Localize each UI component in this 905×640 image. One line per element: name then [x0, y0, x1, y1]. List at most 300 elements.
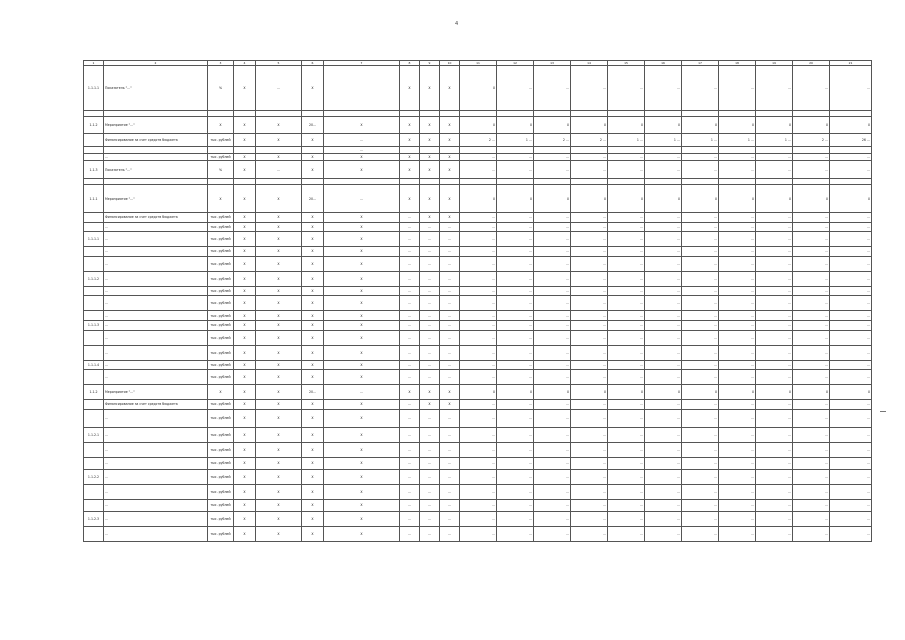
- table-cell: тыс. рублей: [208, 271, 234, 286]
- table-cell: ...: [571, 296, 608, 311]
- table-cell: X: [256, 526, 302, 541]
- table-cell: тыс. рублей: [208, 484, 234, 499]
- table-cell: X: [324, 442, 400, 457]
- table-cell: X: [208, 117, 234, 134]
- row-name-cell: ...: [104, 154, 208, 161]
- table-cell: ...: [534, 409, 571, 427]
- table-cell: X: [256, 296, 302, 311]
- table-cell: X: [234, 213, 256, 223]
- table-cell: X: [302, 409, 324, 427]
- table-cell: ...: [756, 360, 793, 370]
- table-cell: ...: [682, 469, 719, 484]
- table-cell: ...: [420, 232, 440, 247]
- table-cell: ...: [608, 370, 645, 385]
- table-cell: ...: [571, 161, 608, 179]
- table-cell: ...: [420, 345, 440, 360]
- table-cell: ...: [793, 286, 830, 296]
- row-name-cell: [104, 147, 208, 154]
- table-cell: ...: [756, 499, 793, 511]
- row-name-cell: ...: [104, 330, 208, 345]
- table-cell: ...: [460, 311, 497, 321]
- table-cell: X: [302, 457, 324, 469]
- table-cell: X: [256, 117, 302, 134]
- table-cell: ...: [830, 484, 872, 499]
- table-cell: ...: [682, 311, 719, 321]
- table-cell: X: [324, 469, 400, 484]
- table-cell: ...: [534, 484, 571, 499]
- row-number-cell: 1.1.1: [84, 185, 104, 213]
- table-cell: ...: [534, 247, 571, 257]
- table-cell: X: [234, 526, 256, 541]
- header-cell: 6: [302, 61, 324, 66]
- table-cell: X: [234, 370, 256, 385]
- table-cell: ...: [400, 526, 420, 541]
- table-cell: ...: [682, 271, 719, 286]
- table-cell: 1 ...: [756, 134, 793, 147]
- table-cell: ...: [645, 442, 682, 457]
- table-cell: ...: [400, 409, 420, 427]
- table-cell: ...: [534, 213, 571, 223]
- table-cell: ...: [534, 296, 571, 311]
- table-cell: X: [302, 213, 324, 223]
- table-cell: X: [234, 232, 256, 247]
- table-cell: X: [497, 385, 534, 400]
- table-cell: ...: [440, 320, 460, 330]
- table-cell: тыс. рублей: [208, 286, 234, 296]
- header-cell: 20: [793, 61, 830, 66]
- table-cell: ...: [440, 442, 460, 457]
- table-cell: [571, 147, 608, 154]
- table-cell: ...: [645, 286, 682, 296]
- table-cell: X: [256, 484, 302, 499]
- table-cell: ...: [440, 360, 460, 370]
- table-cell: X: [234, 286, 256, 296]
- table-cell: X: [302, 232, 324, 247]
- table-cell: ...: [719, 320, 756, 330]
- table-cell: X: [302, 360, 324, 370]
- table-cell: ...: [719, 286, 756, 296]
- table-cell: ...: [571, 499, 608, 511]
- table-cell: ...: [571, 320, 608, 330]
- table-cell: X: [440, 213, 460, 223]
- table-cell: ...: [793, 330, 830, 345]
- table-cell: ...: [571, 311, 608, 321]
- table-cell: [256, 147, 302, 154]
- table-cell: ...: [534, 442, 571, 457]
- row-number-cell: [84, 400, 104, 410]
- table-cell: [645, 147, 682, 154]
- table-cell: ...: [645, 271, 682, 286]
- table-cell: ...: [756, 161, 793, 179]
- table-cell: X: [420, 66, 440, 111]
- table-cell: X: [420, 385, 440, 400]
- row-number-cell: 1.1.3: [84, 161, 104, 179]
- table-cell: ...: [497, 213, 534, 223]
- table-cell: X: [324, 256, 400, 271]
- table-cell: ...: [756, 330, 793, 345]
- table-cell: ...: [440, 499, 460, 511]
- table-cell: ...: [608, 442, 645, 457]
- table-cell: X: [400, 134, 420, 147]
- table-cell: ...: [420, 286, 440, 296]
- table-cell: ...: [460, 330, 497, 345]
- table-cell: тыс. рублей: [208, 256, 234, 271]
- table-cell: ...: [793, 360, 830, 370]
- table-cell: X: [682, 117, 719, 134]
- table-cell: [793, 147, 830, 154]
- table-cell: X: [302, 370, 324, 385]
- header-cell: 1: [84, 61, 104, 66]
- table-cell: ...: [830, 320, 872, 330]
- table-cell: ...: [571, 271, 608, 286]
- table-cell: ...: [497, 154, 534, 161]
- table-cell: ...: [534, 457, 571, 469]
- table-cell: X: [645, 117, 682, 134]
- table-cell: X: [302, 469, 324, 484]
- table-row: [84, 330, 872, 345]
- table-row: [84, 286, 872, 296]
- table-cell: ...: [719, 400, 756, 410]
- table-cell: X: [256, 385, 302, 400]
- row-number-cell: [84, 330, 104, 345]
- table-cell: %: [208, 161, 234, 179]
- table-cell: ...: [719, 457, 756, 469]
- table-cell: ...: [497, 484, 534, 499]
- table-row: [84, 222, 872, 232]
- table-cell: X: [234, 457, 256, 469]
- table-cell: ...: [793, 469, 830, 484]
- table-cell: ...: [497, 345, 534, 360]
- table-cell: X: [324, 232, 400, 247]
- table-cell: X: [302, 296, 324, 311]
- table-cell: тыс. рублей: [208, 247, 234, 257]
- table-cell: ...: [719, 511, 756, 526]
- table-cell: ...: [756, 400, 793, 410]
- table-cell: X: [460, 185, 497, 213]
- table-cell: ...: [400, 499, 420, 511]
- table-cell: X: [256, 442, 302, 457]
- table-cell: ...: [645, 66, 682, 111]
- table-row: [84, 511, 872, 526]
- table-cell: ...: [682, 484, 719, 499]
- table-cell: ...: [534, 311, 571, 321]
- table-cell: ...: [608, 409, 645, 427]
- table-row: [84, 469, 872, 484]
- table-cell: ...: [420, 247, 440, 257]
- table-cell: [719, 147, 756, 154]
- table-cell: X: [256, 469, 302, 484]
- table-cell: X: [302, 427, 324, 442]
- table-cell: X: [324, 484, 400, 499]
- table-cell: ...: [400, 469, 420, 484]
- table-cell: ...: [497, 400, 534, 410]
- table-cell: X: [645, 185, 682, 213]
- table-cell: ...: [719, 222, 756, 232]
- table-cell: ...: [645, 296, 682, 311]
- table-cell: ...: [719, 154, 756, 161]
- table-row: [84, 499, 872, 511]
- row-name-cell: ...: [104, 311, 208, 321]
- table-cell: X: [571, 117, 608, 134]
- row-name-cell: ...: [104, 442, 208, 457]
- table-cell: ...: [645, 427, 682, 442]
- table-cell: тыс. рублей: [208, 457, 234, 469]
- table-cell: ...: [460, 271, 497, 286]
- row-name-cell: ...: [104, 271, 208, 286]
- table-cell: ...: [645, 222, 682, 232]
- table-cell: ...: [571, 360, 608, 370]
- table-cell: ...: [534, 345, 571, 360]
- table-cell: ...: [497, 66, 534, 111]
- table-cell: ...: [440, 370, 460, 385]
- table-cell: X: [682, 385, 719, 400]
- row-number-cell: [84, 311, 104, 321]
- row-name-cell: ...: [104, 427, 208, 442]
- table-cell: тыс. рублей: [208, 296, 234, 311]
- table-cell: ...: [440, 256, 460, 271]
- table-cell: тыс. рублей: [208, 330, 234, 345]
- table-cell: ...: [793, 499, 830, 511]
- table-cell: ...: [608, 320, 645, 330]
- row-name-cell: ...: [104, 345, 208, 360]
- table-cell: [234, 147, 256, 154]
- table-cell: X: [234, 256, 256, 271]
- table-cell: X: [256, 499, 302, 511]
- table-cell: ...: [719, 161, 756, 179]
- table-cell: X: [302, 66, 324, 111]
- table-cell: ...: [682, 360, 719, 370]
- header-cell: 11: [460, 61, 497, 66]
- table-cell: ...: [571, 222, 608, 232]
- table-cell: X: [256, 409, 302, 427]
- table-cell: X: [756, 185, 793, 213]
- table-cell: ...: [400, 442, 420, 457]
- table-cell: X: [302, 526, 324, 541]
- header-cell: 21: [830, 61, 872, 66]
- table-cell: X: [234, 345, 256, 360]
- table-cell: ...: [534, 511, 571, 526]
- table-cell: X: [234, 311, 256, 321]
- table-cell: X: [234, 117, 256, 134]
- table-cell: тыс. рублей: [208, 232, 234, 247]
- table-cell: ...: [645, 213, 682, 223]
- table-cell: ...: [682, 256, 719, 271]
- table-cell: ...: [571, 154, 608, 161]
- table-cell: ...: [497, 320, 534, 330]
- table-cell: ...: [534, 526, 571, 541]
- table-cell: 20...: [302, 117, 324, 134]
- table-cell: X: [719, 385, 756, 400]
- row-name-cell: ...: [104, 469, 208, 484]
- table-cell: ...: [440, 311, 460, 321]
- table-cell: ...: [645, 311, 682, 321]
- table-cell: ...: [534, 499, 571, 511]
- table-cell: X: [324, 409, 400, 427]
- table-cell: X: [256, 330, 302, 345]
- table-cell: ...: [756, 320, 793, 330]
- table-cell: ...: [830, 66, 872, 111]
- table-cell: ...: [793, 256, 830, 271]
- table-cell: ...: [830, 427, 872, 442]
- table-cell: ...: [830, 232, 872, 247]
- table-cell: X: [324, 345, 400, 360]
- table-cell: [324, 66, 400, 111]
- table-cell: X: [302, 286, 324, 296]
- table-cell: X: [793, 385, 830, 400]
- table-cell: ...: [460, 400, 497, 410]
- table-row: [84, 213, 872, 223]
- table-cell: ...: [534, 320, 571, 330]
- table-cell: тыс. рублей: [208, 213, 234, 223]
- row-name-cell: Финансирование за счет средств бюджета: [104, 134, 208, 147]
- table-cell: ...: [497, 256, 534, 271]
- row-name-cell: ...: [104, 286, 208, 296]
- table-cell: X: [324, 330, 400, 345]
- table-cell: ...: [830, 330, 872, 345]
- table-cell: ...: [440, 286, 460, 296]
- row-number-cell: [84, 213, 104, 223]
- table-cell: X: [440, 134, 460, 147]
- table-cell: X: [234, 154, 256, 161]
- table-cell: ...: [719, 271, 756, 286]
- table-cell: X: [302, 134, 324, 147]
- row-number-cell: [84, 526, 104, 541]
- table-cell: ...: [440, 484, 460, 499]
- table-cell: ...: [497, 526, 534, 541]
- table-cell: ...: [756, 469, 793, 484]
- table-cell: ...: [420, 296, 440, 311]
- table-cell: ...: [645, 232, 682, 247]
- table-cell: [400, 147, 420, 154]
- table-cell: ...: [830, 296, 872, 311]
- row-name-cell: Финансирование за счет средств бюджета: [104, 213, 208, 223]
- table-cell: ...: [645, 360, 682, 370]
- table-cell: ...: [608, 427, 645, 442]
- table-row: [84, 247, 872, 257]
- table-cell: X: [302, 511, 324, 526]
- table-cell: 1 ...: [682, 134, 719, 147]
- table-cell: ...: [645, 400, 682, 410]
- table-cell: X: [324, 213, 400, 223]
- table-cell: X: [793, 117, 830, 134]
- table-cell: ...: [756, 271, 793, 286]
- table-cell: [420, 147, 440, 154]
- table-cell: X: [608, 385, 645, 400]
- table-cell: ...: [719, 360, 756, 370]
- table-cell: ...: [830, 360, 872, 370]
- table-cell: ...: [608, 400, 645, 410]
- table-cell: ...: [400, 222, 420, 232]
- table-cell: X: [440, 185, 460, 213]
- table-cell: X: [324, 370, 400, 385]
- table-cell: ...: [440, 457, 460, 469]
- header-cell: 15: [608, 61, 645, 66]
- table-cell: ...: [400, 360, 420, 370]
- table-cell: ...: [830, 457, 872, 469]
- table-cell: ...: [420, 271, 440, 286]
- table-cell: X: [234, 385, 256, 400]
- table-cell: [440, 147, 460, 154]
- table-cell: ...: [420, 256, 440, 271]
- table-cell: ...: [608, 345, 645, 360]
- table-cell: ...: [682, 457, 719, 469]
- table-cell: X: [234, 499, 256, 511]
- table-cell: ...: [793, 442, 830, 457]
- table-cell: ...: [440, 427, 460, 442]
- table-cell: ...: [571, 213, 608, 223]
- table-cell: X: [830, 185, 872, 213]
- table-cell: ...: [420, 484, 440, 499]
- table-cell: ...: [719, 213, 756, 223]
- row-name-cell: ...: [104, 296, 208, 311]
- table-cell: ...: [420, 330, 440, 345]
- table-row: [84, 161, 872, 179]
- table-cell: ...: [497, 469, 534, 484]
- table-cell: ...: [256, 161, 302, 179]
- table-cell: [756, 147, 793, 154]
- table-cell: ...: [460, 286, 497, 296]
- table-cell: ...: [571, 66, 608, 111]
- table-cell: X: [234, 185, 256, 213]
- table-cell: ...: [608, 457, 645, 469]
- row-number-cell: [84, 134, 104, 147]
- table-cell: X: [234, 296, 256, 311]
- table-cell: ...: [830, 311, 872, 321]
- table-cell: ...: [830, 400, 872, 410]
- table-cell: ...: [400, 427, 420, 442]
- table-row: [84, 526, 872, 541]
- table-cell: X: [234, 409, 256, 427]
- table-cell: ...: [400, 256, 420, 271]
- table-cell: ...: [830, 499, 872, 511]
- table-cell: X: [234, 330, 256, 345]
- table-cell: ...: [324, 385, 400, 400]
- table-cell: ...: [571, 409, 608, 427]
- table-cell: ...: [324, 134, 400, 147]
- table-cell: X: [440, 117, 460, 134]
- header-cell: 17: [682, 61, 719, 66]
- table-cell: тыс. рублей: [208, 360, 234, 370]
- row-number-cell: 1.1.2.1: [84, 427, 104, 442]
- table-row: [84, 147, 872, 154]
- table-cell: ...: [571, 330, 608, 345]
- table-cell: ...: [608, 154, 645, 161]
- table-cell: ...: [460, 442, 497, 457]
- row-name-cell: ...: [104, 222, 208, 232]
- table-cell: тыс. рублей: [208, 222, 234, 232]
- table-cell: ...: [420, 526, 440, 541]
- table-cell: тыс. рублей: [208, 442, 234, 457]
- table-row: [84, 185, 872, 213]
- table-cell: [534, 147, 571, 154]
- table-cell: ...: [682, 296, 719, 311]
- table-row: [84, 256, 872, 271]
- table-row: [84, 271, 872, 286]
- table-cell: X: [324, 271, 400, 286]
- table-cell: X: [400, 185, 420, 213]
- table-cell: ...: [793, 400, 830, 410]
- table-cell: ...: [571, 286, 608, 296]
- table-cell: X: [234, 427, 256, 442]
- table-cell: X: [400, 117, 420, 134]
- row-number-cell: 1.1.2: [84, 385, 104, 400]
- table-cell: ...: [793, 161, 830, 179]
- table-cell: X: [400, 385, 420, 400]
- table-cell: ...: [440, 409, 460, 427]
- table-cell: ...: [756, 222, 793, 232]
- table-cell: X: [608, 185, 645, 213]
- table-cell: ...: [608, 66, 645, 111]
